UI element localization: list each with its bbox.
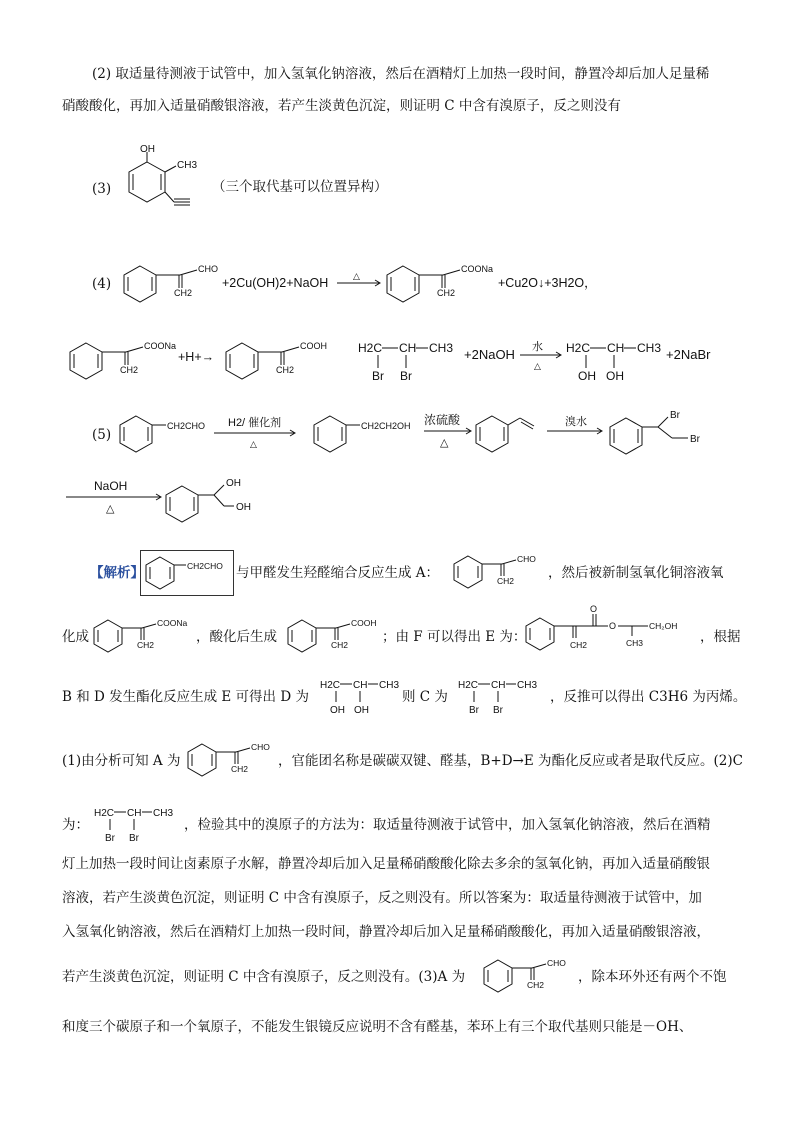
coona-label: COONa xyxy=(144,341,177,351)
svg-text:CH3: CH3 xyxy=(517,680,538,691)
structure-dibromide xyxy=(608,408,718,458)
structure-c-inline xyxy=(458,676,553,720)
svg-text:CH: CH xyxy=(399,341,417,355)
analysis-p5b: ，检验其中的溴原子的方法为：取适量待测液于试管中，加入氢氧化钠溶液，然后在酒精 xyxy=(184,817,711,833)
svg-text:水: 水 xyxy=(532,341,543,353)
svg-text:CHO: CHO xyxy=(251,742,270,752)
structure-a-inline-2 xyxy=(186,738,286,780)
reaction-arrow-1 xyxy=(335,270,385,294)
svg-text:△: △ xyxy=(250,439,257,449)
svg-text:H2C: H2C xyxy=(458,680,479,691)
svg-text:O: O xyxy=(590,604,598,614)
svg-text:COOH: COOH xyxy=(351,618,377,628)
svg-text:OH: OH xyxy=(578,369,596,383)
products-text: +Cu2O↓+3H2O， xyxy=(498,276,597,290)
structure-phenylethanol xyxy=(312,410,427,455)
cho-label: CHO xyxy=(198,264,218,274)
analysis-p2d: ，根据 xyxy=(700,629,741,645)
svg-text:OH: OH xyxy=(354,705,369,716)
oh-label: OH xyxy=(140,144,155,155)
svg-text:CH3: CH3 xyxy=(429,341,454,355)
svg-text:CH₂OH: CH₂OH xyxy=(649,621,678,631)
svg-text:△: △ xyxy=(106,503,115,515)
svg-text:CH2CHO: CH2CHO xyxy=(167,421,206,431)
analysis-p2b: ，酸化后生成 xyxy=(196,629,277,645)
analysis-p9a: 若产生淡黄色沉淀，则证明 C 中含有溴原子，反之则没有。(3)A 为 xyxy=(62,969,466,985)
reaction-arrow-h2 xyxy=(212,414,302,454)
svg-text:CH: CH xyxy=(127,808,142,819)
answer-3-structure xyxy=(110,140,220,220)
structure-styrene xyxy=(474,410,554,455)
structure-ester-e xyxy=(524,604,704,656)
coona-label: COONa xyxy=(461,264,494,274)
svg-text:COONa: COONa xyxy=(157,618,188,628)
svg-text:CH: CH xyxy=(353,680,368,691)
analysis-p7: 溶液，若产生淡黄色沉淀，则证明 C 中含有溴原子，反之则没有。所以答案为：取适量待测液于试管中，加 xyxy=(62,890,702,906)
svg-text:CHO: CHO xyxy=(547,958,566,968)
nabr-text: +2NaBr xyxy=(666,347,711,362)
structure-diol xyxy=(164,476,274,526)
svg-text:CH2: CH2 xyxy=(137,640,155,650)
svg-text:O: O xyxy=(609,621,617,631)
analysis-p3c: ，反推可以得出 C3H6 为丙烯。 xyxy=(550,689,747,705)
answer-2-line1: (2) 取适量待测液于试管中，加入氢氧化钠溶液，然后在酒精灯上加热一段时间，静置冷却后加人足量稀 xyxy=(92,66,710,82)
ch2-label: CH2 xyxy=(276,365,295,375)
structure-a-inline-3 xyxy=(482,954,582,996)
svg-text:H2C: H2C xyxy=(358,341,383,355)
analysis-p3a: B 和 D 发生酯化反应生成 E 可得出 D 为 xyxy=(62,689,309,705)
plus-h-text: +H+→ xyxy=(178,350,215,364)
analysis-p3b: 则 C 为 xyxy=(402,689,448,705)
svg-text:NaOH: NaOH xyxy=(94,479,128,493)
analysis-p4a: (1)由分析可知 A 为 xyxy=(62,753,181,769)
svg-text:H2/ 催化剂: H2/ 催化剂 xyxy=(228,417,282,429)
analysis-p1b: ，然后被新制氢氧化铜溶液氧 xyxy=(548,565,724,581)
answer-2-line2: 硝酸酸化，再加入适量硝酸银溶液，若产生淡黄色沉淀，则证明 C 中含有溴原子，反之则没有 xyxy=(62,98,621,114)
analysis-p1a: 与甲醛发生羟醛缩合反应生成 A： xyxy=(236,565,440,581)
structure-propanediol xyxy=(566,336,676,386)
analysis-p5a: 为： xyxy=(62,817,89,833)
svg-text:CH3: CH3 xyxy=(153,808,174,819)
svg-text:OH: OH xyxy=(226,478,241,489)
svg-text:CH2: CH2 xyxy=(570,640,588,650)
analysis-p8: 入氢氧化钠溶液，然后在酒精灯上加热一段时间，静置冷却后加入足量稀硝酸酸化，再加入适量硝酸银溶液， xyxy=(62,924,710,940)
svg-text:CH2CHO: CH2CHO xyxy=(187,561,223,571)
answer-4-number: (4) xyxy=(92,276,112,292)
svg-text:Br: Br xyxy=(670,410,680,421)
svg-text:CH2: CH2 xyxy=(231,764,249,774)
ch3-label: CH3 xyxy=(177,160,198,171)
structure-cooh xyxy=(224,335,344,385)
svg-text:△: △ xyxy=(534,361,541,371)
analysis-p2a: 化成 xyxy=(62,629,89,645)
svg-text:Br: Br xyxy=(105,833,115,844)
svg-text:浓硫酸: 浓硫酸 xyxy=(424,413,461,427)
svg-text:CH: CH xyxy=(491,680,506,691)
svg-text:OH: OH xyxy=(606,369,624,383)
ch2-label: CH2 xyxy=(174,288,193,298)
reaction-arrow-brwater xyxy=(545,414,605,444)
answer-3-number: (3) xyxy=(92,181,112,197)
structure-a-cho xyxy=(122,258,222,308)
naoh-text: +2NaOH xyxy=(464,347,515,362)
reagents-text: +2Cu(OH)2+NaOH xyxy=(222,276,329,290)
structure-coona xyxy=(385,258,505,308)
svg-text:△: △ xyxy=(440,437,449,449)
svg-text:Br: Br xyxy=(400,369,412,383)
analysis-p10: 和度三个碳原子和一个氧原子，不能发生银镜反应说明不含有醛基，苯环上有三个取代基则只能是－OH、 xyxy=(62,1019,693,1035)
svg-text:H2C: H2C xyxy=(320,680,341,691)
svg-text:OH: OH xyxy=(236,502,251,513)
reaction-arrow-water xyxy=(518,338,563,378)
analysis-tag: 【解析】 xyxy=(90,565,144,581)
svg-text:CH2CH2OH: CH2CH2OH xyxy=(361,421,411,431)
reaction-arrow-naoh xyxy=(66,478,166,518)
analysis-p4b: ，官能团名称是碳碳双键、醛基，B+D→E 为酯化反应或者是取代反应。(2)C xyxy=(278,753,743,769)
svg-text:CH2: CH2 xyxy=(331,640,349,650)
analysis-p6: 灯上加热一段时间让卤素原子水解，静置冷却后加入足量稀硝酸酸化除去多余的氢氧化钠，再加入适量硝酸银 xyxy=(62,856,710,872)
svg-text:H2C: H2C xyxy=(566,341,591,355)
svg-text:Br: Br xyxy=(372,369,384,383)
structure-coona-inline xyxy=(92,614,202,656)
structure-c-inline-2 xyxy=(94,804,189,848)
ch2-label: CH2 xyxy=(120,365,139,375)
structure-phenylacetaldehyde xyxy=(118,410,218,455)
structure-coona-2 xyxy=(68,335,188,385)
svg-text:CH3: CH3 xyxy=(379,680,400,691)
answer-3-note: （三个取代基可以位置异构） xyxy=(212,179,388,195)
structure-phenylacetaldehyde-inline xyxy=(144,552,234,594)
svg-text:溴水: 溴水 xyxy=(565,416,587,428)
analysis-p2c: ；由 F 可以得出 E 为： xyxy=(382,629,527,645)
svg-text:CHO: CHO xyxy=(517,554,536,564)
svg-text:CH3: CH3 xyxy=(626,638,644,648)
svg-text:CH2: CH2 xyxy=(527,980,545,990)
structure-dibromopropane xyxy=(358,336,468,386)
svg-text:Br: Br xyxy=(493,705,503,716)
svg-text:Br: Br xyxy=(129,833,139,844)
svg-text:Br: Br xyxy=(690,434,700,445)
svg-text:CH3: CH3 xyxy=(637,341,662,355)
structure-d-inline xyxy=(320,676,410,720)
reaction-arrow-h2so4 xyxy=(422,412,477,454)
svg-text:OH: OH xyxy=(330,705,345,716)
analysis-p9b: ，除本环外还有两个不饱 xyxy=(578,969,727,985)
svg-text:CH: CH xyxy=(607,341,625,355)
svg-text:CH2: CH2 xyxy=(497,576,515,586)
cooh-label: COOH xyxy=(300,341,327,351)
heat-symbol: △ xyxy=(353,271,360,281)
structure-cooh-inline xyxy=(286,614,386,656)
svg-text:H2C: H2C xyxy=(94,808,115,819)
ch2-label: CH2 xyxy=(437,288,456,298)
answer-5-number: (5) xyxy=(92,427,112,443)
svg-text:Br: Br xyxy=(469,705,479,716)
structure-a-inline xyxy=(452,550,552,592)
